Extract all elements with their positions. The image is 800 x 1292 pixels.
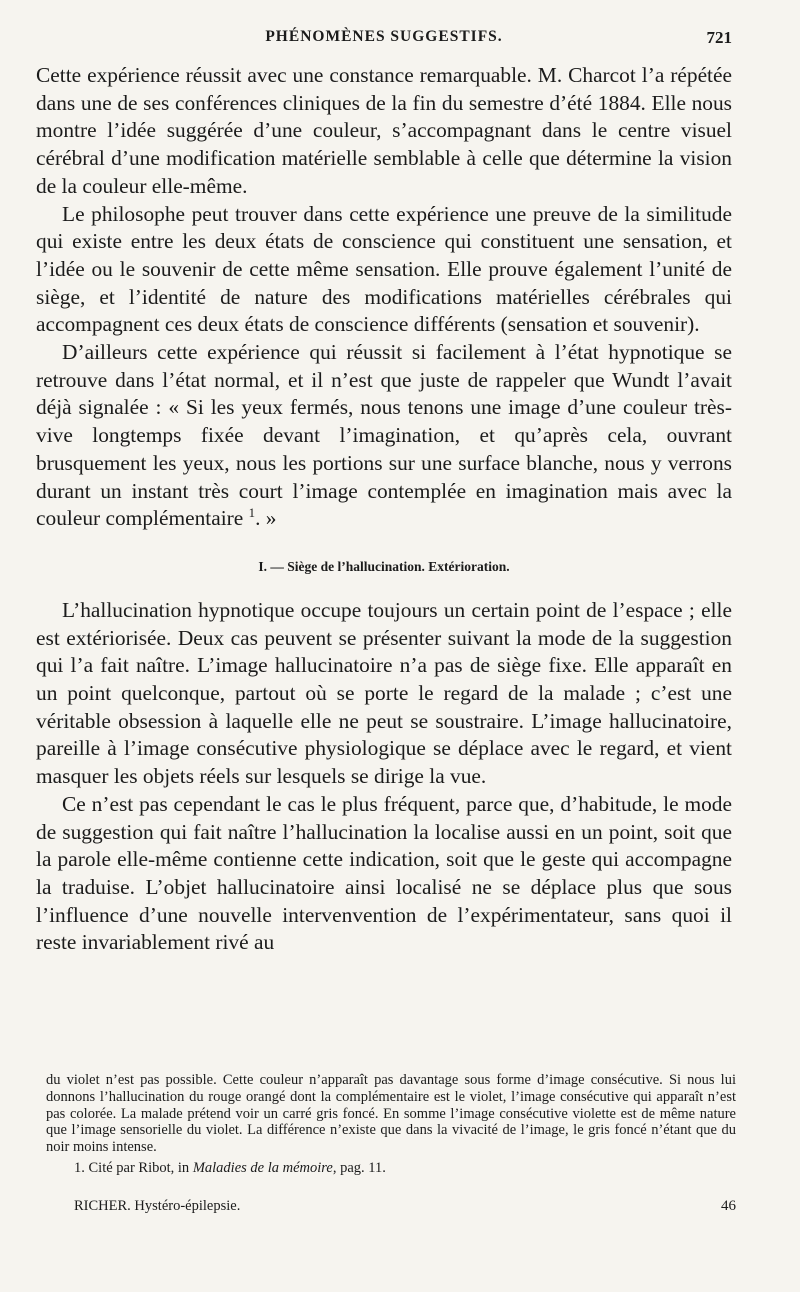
page-header: [36, 28, 732, 52]
footnote-continued: du violet n’est pas possible. Cette couleur n’apparaît pas davantage sous forme d’image consécutive. Si nous lui donnons l’hallucination du rouge orangé dont la complémentaire est le violet, l’image consécutive qui apparaît n’est pas colorée. La malade prétend voir un carré gris foncé. En somme l’image consécutive violette est de même nature que l’image sensorielle du violet. La différence n’existe que dans la vivacité de l’image, le gris foncé n’étant que du noir moins intense.: [46, 1072, 736, 1156]
page-number: 721: [706, 28, 732, 47]
footnote-number: 1.: [74, 1159, 85, 1176]
footnote-1: [46, 1160, 736, 1177]
footnotes: [46, 1072, 736, 1177]
section-heading: I. — Siège de l’hallucination. Extérioration.: [258, 558, 510, 574]
signature-title: RICHER. Hystéro-épilepsie.: [74, 1198, 241, 1214]
paragraph: Ce n’est pas cependant le cas le plus fréquent, parce que, d’habitude, le mode de suggestion qui fait naître l’hallucination la localise aussi en un point, soit que la parole elle-même contienne cette indication, soit que le geste qui accompagne la traduise. L’objet hallucinatoire ainsi localisé ne se déplace plus que sous l’influence d’une nouvelle intervenvention de l’expérimentateur, sans quoi il reste invariablement rivé au: [36, 791, 732, 955]
signature-number: 46: [721, 1198, 736, 1214]
signature-line: [46, 1198, 736, 1218]
footnote-marker: 1: [248, 506, 256, 521]
running-title: PHÉNOMÈNES SUGGESTIFS.: [265, 28, 503, 45]
paragraph-tail: . »: [255, 506, 277, 531]
cited-title: Maladies de la mémoire: [192, 1159, 333, 1176]
main-text: [36, 62, 732, 957]
footnote-text: Cité par Ribot, in: [88, 1159, 190, 1176]
paragraph: L’hallucination hypnotique occupe toujours un certain point de l’espace ; elle est extériorisée. Deux cas peuvent se présenter suivant la mode de la suggestion qui l’a fait naître. L’image hallucinatoire n’a pas de siège fixe. Elle apparaît en un point quelconque, partout où se porte le regard de la malade ; c’est une véritable obsession à laquelle elle ne peut se soustraire. L’image hallucinatoire, pareille à l’image consécutive physiologique se déplace avec le regard, et vient masquer les objets réels sur lesquels se dirige la vue.: [36, 597, 732, 789]
paragraph: [36, 339, 732, 533]
paragraph-text: D’ailleurs cette expérience qui réussit si facilement à l’état hypnotique se retrouve dans l’état normal, et il n’est que juste de rappeler que Wundt l’avait déjà signalée : « Si les yeux fermés, nous tenons une image d’une couleur très-vive longtemps fixée devant l’imagination, et qu’après cela, ouvrant brusquement les yeux, nous les portions sur une surface blanche, nous y verrons durant un instant très court l’image contemplée en imagination mais avec la couleur complémentaire: [36, 340, 732, 531]
paragraph: Le philosophe peut trouver dans cette expérience une preuve de la similitude qui existe entre les deux états de conscience qui constituent une sensation, et l’idée ou le souvenir de cette même sensation. Elle prouve également l’unité de siège, et l’identité de nature des modifications matérielles cérébrales qui accompagnent ces deux états de conscience différents (sensation et souvenir).: [36, 201, 732, 337]
paragraph: Cette expérience réussit avec une constance remarquable. M. Charcot l’a répétée dans une de ses conférences cliniques de la fin du semestre d’été 1884. Elle nous montre l’idée suggérée d’une couleur, s’accompagnant dans le centre visuel cérébral d’une modification matérielle semblable à celle que détermine la vision de la couleur elle-même.: [36, 63, 732, 198]
footnote-page: , pag. 11.: [332, 1159, 386, 1176]
